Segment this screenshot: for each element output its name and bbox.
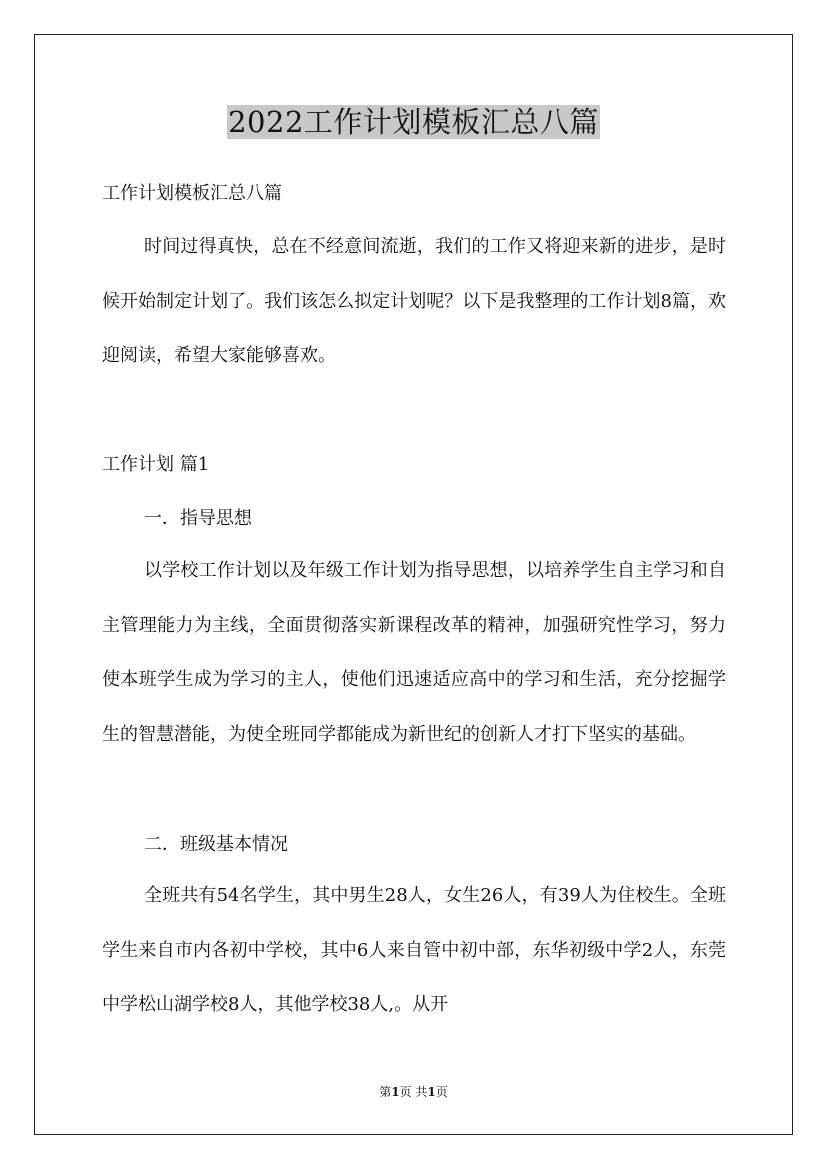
footer-suffix: 页 [435, 1085, 448, 1099]
subsection-heading-class: 二．班级基本情况 [144, 834, 288, 855]
subsection-heading-guiding: 一．指导思想 [144, 508, 252, 529]
section-heading: 工作计划 篇1 [102, 454, 210, 475]
page-footer [0, 1083, 827, 1101]
intro-paragraph: 时间过得真快，总在不经意间流逝，我们的工作又将迎来新的进步，是时候开始制定计划了。我们该怎么拟定计划呢？以下是我整理的工作计划8篇，欢迎阅读，希望大家能够喜欢。 [102, 236, 726, 366]
footer-page-number: 1 [391, 1085, 400, 1099]
document-title: 2022工作计划模板汇总八篇 [228, 105, 599, 139]
document-subtitle: 工作计划模板汇总八篇 [102, 183, 282, 204]
guiding-paragraph: 以学校工作计划以及年级工作计划为指导思想，以培养学生自主学习和自主管理能力为主线，全面贯彻落实新课程改革的精神，加强研究性学习，努力使本班学生成为学习的主人，使他们迅速适应高中的学习和生活，充分挖掘学生的智慧潜能，为使全班同学都能成为新世纪的创新人才打下坚实的基础。 [102, 560, 726, 745]
document-title-block [0, 102, 827, 142]
class-paragraph: 全班共有54名学生，其中男生28人，女生26人，有39人为住校生。全班学生来自市内各初中学校，其中6人来自管中初中部，东华初级中学2人，东莞中学松山湖学校8人，其他学校38人,。从开 [102, 885, 726, 1015]
footer-mid: 页 共 [399, 1085, 428, 1099]
footer-page-total: 1 [427, 1085, 436, 1099]
footer-prefix: 第 [379, 1085, 392, 1099]
